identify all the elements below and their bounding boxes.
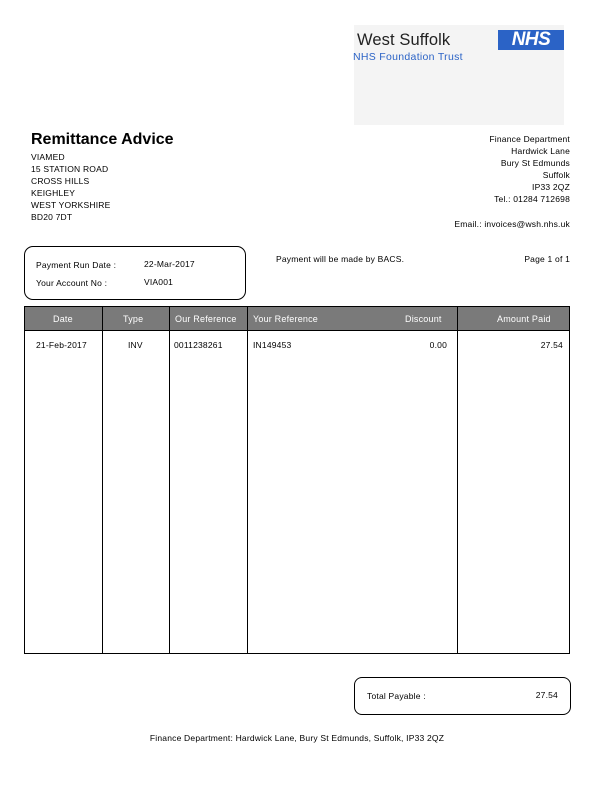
cell-your-reference: IN149453	[253, 340, 292, 350]
column-divider	[169, 307, 170, 653]
header-discount: Discount	[405, 314, 442, 324]
column-divider	[247, 307, 248, 653]
nhs-logo-badge: NHS	[498, 30, 564, 50]
header-type: Type	[123, 314, 144, 324]
address-line: KEIGHLEY	[31, 188, 76, 198]
address-line: VIAMED	[31, 152, 65, 162]
supplier-address	[31, 151, 110, 223]
logo-org-name: West Suffolk	[357, 31, 451, 49]
logo-subtitle: NHS Foundation Trust	[353, 51, 463, 63]
header-date: Date	[53, 314, 73, 324]
cell-discount: 0.00	[429, 340, 447, 350]
run-date-label: Payment Run Date :	[36, 260, 117, 270]
address-line: WEST YORKSHIRE	[31, 200, 111, 210]
finance-line: Hardwick Lane	[511, 146, 570, 156]
finance-line: Bury St Edmunds	[500, 158, 570, 168]
finance-line: Tel.: 01284 712698	[494, 194, 570, 204]
column-divider	[457, 307, 458, 653]
cell-amount-paid: 27.54	[540, 340, 563, 350]
header-our-reference: Our Reference	[175, 314, 237, 324]
table-header	[25, 307, 569, 330]
header-divider	[25, 330, 569, 331]
finance-line: Suffolk	[542, 170, 570, 180]
address-line: BD20 7DT	[31, 212, 73, 222]
footer-address: Finance Department: Hardwick Lane, Bury St Edmunds, Suffolk, IP33 2QZ	[149, 733, 445, 743]
payment-info-box	[24, 246, 246, 300]
document-title: Remittance Advice	[31, 131, 174, 148]
column-divider	[102, 307, 103, 653]
finance-line: IP33 2QZ	[532, 182, 570, 192]
cell-type: INV	[128, 340, 143, 350]
page-indicator: Page 1 of 1	[524, 254, 570, 264]
total-label: Total Payable :	[367, 691, 426, 701]
total-payable-box	[354, 677, 571, 715]
total-value: 27.54	[535, 690, 558, 700]
payment-note: Payment will be made by BACS.	[276, 254, 405, 264]
cell-our-reference: 0011238261	[174, 340, 223, 350]
cell-date: 21-Feb-2017	[36, 340, 87, 350]
address-line: 15 STATION ROAD	[31, 164, 109, 174]
header-your-reference: Your Reference	[253, 314, 319, 324]
run-date-value: 22-Mar-2017	[144, 259, 195, 269]
address-line: CROSS HILLS	[31, 176, 90, 186]
account-value: VIA001	[144, 277, 174, 287]
finance-line: Finance Department	[489, 134, 570, 144]
header-amount-paid: Amount Paid	[497, 314, 551, 324]
account-label: Your Account No :	[36, 278, 108, 288]
email-address: Email.: invoices@wsh.nhs.uk	[454, 219, 570, 229]
finance-address	[489, 133, 570, 205]
remittance-table	[24, 306, 570, 654]
